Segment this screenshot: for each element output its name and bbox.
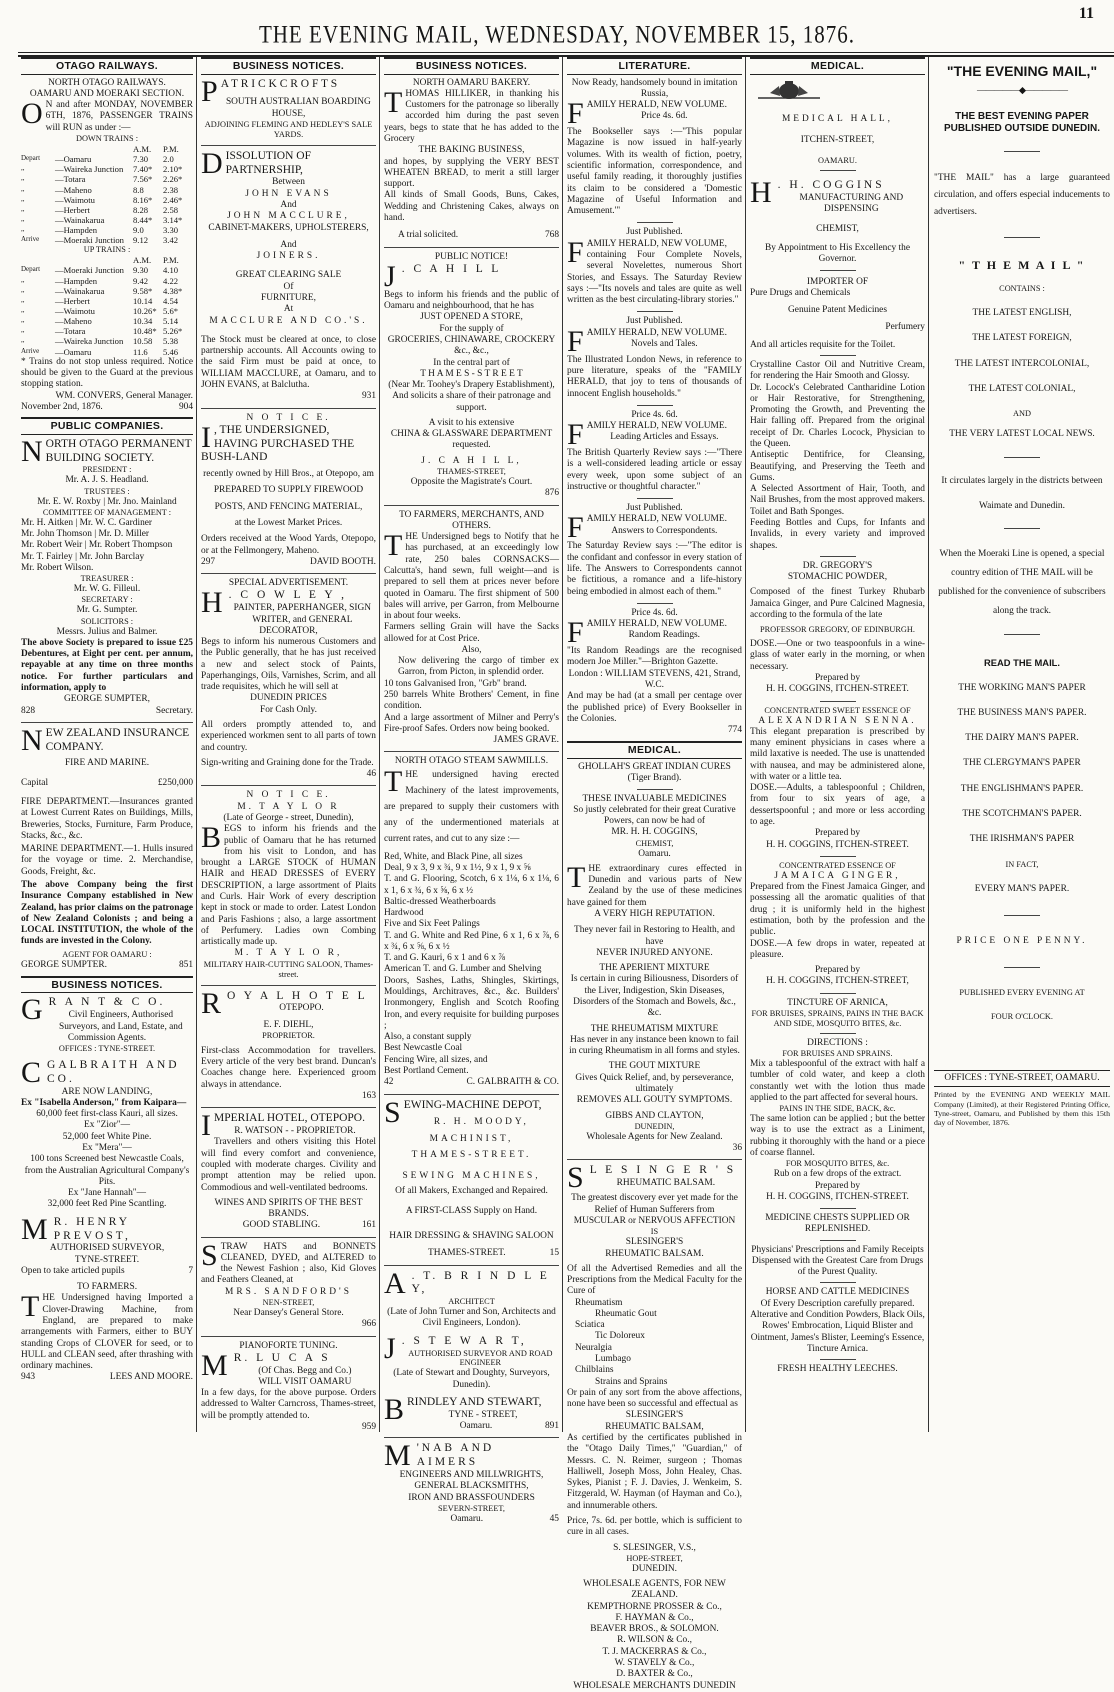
section-heading: BUSINESS NOTICES. (384, 57, 559, 75)
timber-item: Fencing Wire, all sizes, and (384, 1054, 488, 1065)
down-timetable-rows (21, 154, 193, 245)
timber-list (384, 852, 559, 1078)
timetable-arr: ,, (21, 275, 25, 284)
ginger-ad: CONCENTRATED ESSENCE OF JAMAICA GINGER, Prepared from the Finest Jamaica Ginger, and possessing all the aromatic qualities of that drug ; it is uniformly held in the highest estimation, both by the profession and the public. DOSE.—A few drops in water, repeated at pleasure. Prepared by H. H. COGGINS, ITCHEN-STREET, (750, 860, 925, 987)
paper-type: THE IRISHMAN'S PAPER (969, 834, 1075, 845)
senna-ad: CONCENTRATED SWEET ESSENCE OF ALEXANDRIAN SENNA. This elegant preparation is prescribed by many eminent physicians in cases where a mild laxative is needed. The use is unattended with nausea, and may be administered alone, with water or a little tea. DOSE.—Adults, a tablespoonful ; Children, from four to six years of age, a dessertspoonful ; and more or less according to age. Prepared by H. H. COGGINS, ITCHEN-STREET. (750, 705, 925, 850)
straw-hats-ad: STRAW HATS and BONNETS CLEANED, DYED, and ALTERED to the Newest Fashion ; also, Kid Gloves and Feathers Cleaned, at MRS. SANDFORD'S NEN-STREET, Near Dansey's General Store. 966 (201, 1238, 376, 1330)
timber-item: Five and Six Feet Palings (384, 919, 480, 930)
family-herald-ad-5: Just Published. FAMILY HERALD, NEW VOLUME. Answers to Correspondents. The Saturday Review says :—"The editor is the confidant and confessor in every station of life. The Answers to Correspondents cannot be fictitious, a romance and a life-history being embodied in almost each of them." (567, 503, 742, 597)
timetable-am: 8.28 (133, 204, 149, 215)
insurance-ad: NEW ZEALAND INSURANCE COMPANY. FIRE AND MARINE. Capital £250,000 FIRE DEPARTMENT.—Insurances granted at Lowest Current Rates on Buildings, Mills, Breweries, Stocks, Furniture, Farm Produce, Stacks, &c., &c. MARINE DEPARTMENT.—1. Hulls insured for the voyage or time. 2. Merchandise, Goods, Freight, &c. The above Company being the first Insurance Company established in New Zealand, has prior claims on the patronage of New Zealand Colonists ; and being a LOCAL INSTITUTION, the whole of the funds are invested in the Colony. AGENT FOR OAMARU : GEORGE SUMPTER. 851 (21, 723, 193, 970)
bakery-ad: NORTH OAMARU BAKERY. THOMAS HILLIKER, in thanking his Customers for the patronage so liberally accorded him during the past seven years, begs to state that he has added to the Grocery THE BAKING BUSINESS, and hopes, by supplying the VERY BEST WHEATEN BREAD, to merit a still larger support. All kinds of Small Goods, Buns, Cakes, Wedding and Christening Cakes, always on hand. A trial solicited. 768 (384, 77, 559, 241)
timetable-arr: ,, (21, 174, 25, 183)
paper-type: THE BUSINESS MAN'S PAPER. (957, 707, 1087, 718)
timetable-station: —Oamaru (55, 346, 92, 357)
timetable-am: 9.30 (133, 265, 149, 276)
paper-types-list (934, 683, 1110, 846)
piano-tuning-ad: PIANOFORTE TUNING. M R. L U C A S (Of Chas. Begg and Co.) WILL VISIT OAMARU In a few days, for the above purpose. Orders addressed to Walter Carncross, Thames-street, will be promptly attended to. 959 (201, 1340, 376, 1433)
timber-item: Hardwood (384, 908, 424, 919)
timber-item: American T. and G. Lumber and Shelving (384, 964, 542, 975)
timber-item: Also, a constant supply (384, 1032, 472, 1043)
masthead-title: THE EVENING MAIL, WEDNESDAY, NOVEMBER 15, 1876. (258, 19, 856, 49)
offices-line: OFFICES : TYNE-STREET, OAMARU. (934, 1070, 1110, 1087)
column-rule (379, 57, 380, 1432)
timetable-pm: 2.46* (163, 194, 183, 205)
section-heading: LITERATURE. (567, 57, 742, 75)
committee-member: Mr. John Thomson | Mr. D. Miller (21, 529, 150, 540)
timetable-pm: 4.10 (163, 265, 179, 276)
timber-item: T. and G. Kauri, 6 x 1 and 6 x ⅞ (384, 953, 506, 964)
timetable-pm: 2.26* (163, 174, 183, 185)
timetable-station: —Wainakarua (55, 285, 105, 296)
railway-section: OAMARU AND MOERAKI SECTION. (29, 88, 185, 99)
timetable-am: 9.12 (133, 235, 149, 246)
timetable-am: 9.42 (133, 275, 149, 286)
family-herald-ad-2: Just Published. FAMILY HERALD, NEW VOLUME, containing Four Complete Novels, several Novelettes, numerous Short Stories, and Essays. The Saturday Review says :—"Its novels and tales are quite as well written as the best circulating-library stories." (567, 227, 742, 306)
up-timetable-rows (21, 265, 193, 356)
column-3 (381, 57, 562, 1524)
prevost-ad: M R. HENRY PREVOST, AUTHORISED SURVEYOR, TYNE-STREET. Open to take articled pupils 7 (21, 1212, 193, 1276)
paper-type: THE SCOTCHMAN'S PAPER. (962, 809, 1082, 820)
timetable-station: —Waimotu (55, 194, 95, 205)
timetable-pm: 2.10* (163, 164, 183, 175)
timetable-station: —Herbert (55, 295, 90, 306)
railway-notice: N and after MONDAY, NOVEMBER 6TH, 1876, PASSENGER TRAINS will RUN as under :— (45, 100, 193, 133)
timetable-arr: Arrive (21, 235, 40, 244)
column-2 (198, 57, 379, 1434)
column-rule (196, 57, 197, 1432)
timber-item: Best Portland Cement. (384, 1066, 469, 1076)
railway-title: NORTH OTAGO RAILWAYS. (48, 77, 166, 88)
masthead-rule (18, 52, 1114, 53)
ailment-item: Tic Doloreux (595, 1331, 645, 1342)
agent-item: D. BAXTER & Co., (616, 1669, 693, 1680)
brindley-stewart-ad: BRINDLEY AND STEWART, TYNE - STREET, Oamaru. 891 (384, 1392, 559, 1432)
dissolution-ad: DISSOLUTION OF PARTNERSHIP, Between JOHN EVANS And JOHN MACCLURE, CABINET-MAKERS, UPHOLSTERERS, And JOINERS. GREAT CLEARING SALE Of FURNITURE, At MACCLURE AND CO.'S. The Stock must be cleared at once, to close partnership accounts. All Accounts owing to the said Firm must be paid at once, to WILLIAM MACCLURE, at Oamaru, and to JOHN EVANS, at Balclutha. 931 (201, 146, 376, 402)
cowley-ad: SPECIAL ADVERTISEMENT. H . C O W L E Y , PAINTER, PAPERHANGER, SIGN WRITER, and GENERAL DECORATOR, Begs to inform his numerous Customers and the Public generally, that he has just received a new and select stock of Paints, Paperhangings, Oils, Varnishes, Scrim, and all trade requisites, which he will sell at DUNEDIN PRICES For Cash Only. All orders promptly attended to, and experienced workmen sent to all parts of town and country. Sign-writing and Graining done for the Trade. 46 (201, 578, 376, 780)
galbraith-ad: CGALBRAITH AND CO. ARE NOW LANDING, Ex "Isabella Anderson," from Kaipara— 60,000 feet first-class Kauri, all sizes. Ex "Zior"— 52,000 feet White Pine. Ex "Mera"— 100 tons Screened best Newcastle Coals, from the Australian Agricultural Company's Pits. Ex "Jane Hannah"— 32,000 feet Red Pine Scantling. (21, 1056, 190, 1210)
timetable-am: 8.44* (133, 214, 153, 225)
agent-item: KEMPTHORNE PROSSER & Co., (587, 1601, 722, 1612)
timetable-pm: 2.38 (163, 184, 179, 195)
pm-header: P.M. (163, 143, 179, 154)
timetable-pm: 5.38 (163, 336, 179, 347)
timetable-am: 11.6 (133, 346, 148, 357)
down-trains-heading: DOWN TRAINS : (75, 134, 139, 143)
timetable-pm: 3.42 (163, 235, 179, 246)
column-rule (928, 57, 929, 1432)
paper-type: THE CLERGYMAN'S PAPER (963, 758, 1081, 769)
column-4: LITERATURE. Now Ready, handsomely bound in imitation Russia, FAMILY HERALD, NEW VOLUME. Price 4s. 6d. The Bookseller says :—"This popular Magazine is now issued in half-yearly volumes. With its wealth of fiction, poetry, scientific information, correspondence, and useful family reading, it thoroughly justifies its claim to be considered a 'Domestic Magazine of Useful Information and Amusement.'" Just Published. FAMILY HERALD, NEW VOLUME, containing Four Complete Novels, several Novelettes, numerous Short Stories, and Essays. The Saturday Review says :—"Its novels and tales are quite as well written as the best circulating-library stories." Just Published. FAMILY HERALD, NEW VOLUME. Novels and Tales. The Illustrated London News, in reference to pure literature, speaks of the "FAMILY HERALD, that joy to tens of thousands of innocent English households." Price 4s. 6d. FAMILY HERALD, NEW VOLUME. Leading Articles and Essays. The British Quarterly Review says :—"There is a well-considered leading article or essay every week, upon some subject of an instructive or thoughtful character." Just Published. FAMILY HERALD, NEW VOLUME. Answers to Correspondents. The Saturday Review says :—"The editor is the confidant and confessor in every station of life. The Answers to Correspondents cannot be fictitious, a romance and a life-history being embodied in almost each of them." Price 4s. 6d. FAMILY HERALD, NEW VOLUME. Random Readings. "Its Random Readings are the recognised modern Joe Miller."—Brighton Gazette. London : WILLIAM STEVENS, 421, Strand, W.C. And may be had (at a small per centage over the published price) of Every Bookseller in the Colonies. 774 MEDICAL. GHOLLAH'S GREAT INDIAN CURES (Tiger Brand). THESE INVALUABLE MEDICINES So justly celebrated for their great Curative Powers, can now be had of MR. H. H. COGGINS, CHEMIST, Oamaru. THE extraordinary cures effected in Dunedin and various parts of New Zealand by the use of these medicines have gained for them A VERY HIGH REPUTATION. They never fail in Restoring to Health, and have NEVER INJURED ANYONE. THE APERIENT MIXTURE Is certain in curing Biliousness, Disorders of the Liver, Indigestion, Skin Diseases, Disorders of the Stomach and Bowels, &c., &c. THE RHEUMATISM MIXTURE Has never in any instance been known to fail in curing Rheumatism in all forms and styles. THE GOUT MIXTURE Gives Quick Relief, and, by perseverance, ultimately REMOVES ALL GOUTY SYMPTOMS. GIBBS AND CLAYTON, DUNEDIN, Wholesale Agents for New Zealand. 36 S L E S I N G E R ' S RHEUMATIC BALSAM. The greatest discovery ever yet made for the Relief of Human Sufferers from MUSCULAR or NERVOUS AFFECTION IS SLESINGER'S RHEUMATIC BALSAM. Of all the Advertised Remedies and all the Prescriptions from the Medical Faculty for the Cure of Rheumatism Rheumatic Gout Sciatica Tic Doloreux Neuralgia Lumbago Chilblains Strains and Sprains Or pain of any sort from the above affections, none have been so successful and effectual as SLESINGER'S RHEUMATIC BALSAM, As certified by the certificates published in the "Otago Daily Times," "Guardian," of Messrs. C. N. Reimer, surgeon ; Thomas Halliwell, Joseph Moss, John Healey, Chas. Sykes, Pianist ; F. J. Davies, J. Wenkeim, S. Fitzgerald, W. Hayman (of Hayman and Co.), and innumerable others. Price, 7s. 6d. per bottle, which is sufficient to cure in all cases. S. SLESINGER, V.S., HOPE-STREET, DUNEDIN. WHOLESALE AGENTS, FOR NEW ZEALAND. KEMPTHORNE PROSSER & Co., F. HAYMAN & Co., BEAVER BROS., & SOLOMON. R. WILSON & Co., T. J. MACKERRAS & Co., W. STAVELY & Co., D. BAXTER & Co., WHOLESALE MERCHANTS DUNEDIN (564, 57, 745, 1434)
committee-member: Mr. Robert Wilson. (21, 562, 94, 573)
farmers-ad: TO FARMERS. THE Undersigned having Imported a Clover-Drawing Machine, from England, are prepared to make arrangements with Farmers, either to BUY standing Crops of CLOVER for seed, or to HULL and CLEAN seed, after thrashing with ordinary machines. 943 LEES AND MOORE. (21, 1282, 193, 1383)
ailment-item: Rheumatism (575, 1297, 623, 1308)
column-5: MEDICAL. MEDICAL HALL, ITCHEN-STREET, OAMARU. H . H. COGGINS MANUFACTURING AND DISPENSING CHEMIST, By Appointment to His Excellency the Governor. IMPORTER OF Pure Drugs and Chemicals Genuine Patent Medicines Perfumery And all articles requisite for the Toilet. Crystalline Castor Oil and Nutritive Cream, for rendering the Hair Smooth and Glossy. Dr. Locock's Celebrated Cantharidine Lotion or Hair Restorative, for Strengthening, Promoting the Growth, and Preventing the Hair falling off. Prepared from the original receipt of Dr. Charles Locock, Physician to the Queen. Antiseptic Dentifrice, for Cleansing, Beautifying, and Preserving the Teeth and Gums. A Selected Assortment of Hair, Tooth, and Nail Brushes, from the most approved makers. Toilet and Bath Sponges. Feeding Bottles and Cups, for Infants and Invalids, in every variety and improved shapes. DR. GREGORY'S STOMACHIC POWDER, Composed of the finest Turkey Rhubarb Jamaica Ginger, and Pure Calcined Magnesia, according to the formula of the late PROFESSOR GREGORY, OF EDINBURGH. DOSE.—One or two teaspoonfuls in a wine-glass of water early in the morning, or when necessary. Prepared by H. H. COGGINS, ITCHEN-STREET. CONCENTRATED SWEET ESSENCE OF ALEXANDRIAN SENNA. This elegant preparation is prescribed by many eminent physicians in cases where a mild laxative is needed. The use is unattended with nausea, and may be administered alone, with water or a little tea. DOSE.—Adults, a tablespoonful ; Children, from four to six years of age, a dessertspoonful ; and more or less according to age. Prepared by H. H. COGGINS, ITCHEN-STREET. CONCENTRATED ESSENCE OF JAMAICA GINGER, Prepared from the Finest Jamaica Ginger, and possessing all the aromatic qualities of that drug ; it is uniformly held in the highest estimation, both by the profession and the public. DOSE.—A few drops in water, repeated at pleasure. Prepared by H. H. COGGINS, ITCHEN-STREET, TINCTURE OF ARNICA, FOR BRUISES, SPRAINS, PAINS IN THE BACK AND SIDE, MOSQUITO BITES, &c. DIRECTIONS : FOR BRUISES AND SPRAINS. Mix a tablespoonful of the extract with half a tumbler of cold water, and keep a cloth constantly wet with the lotion thus made applied to the part affected for several hours. PAINS IN THE SIDE, BACK, &c. The same lotion can be applied ; but the better way is to use the extract as a Liniment, rubbing it thoroughly with the hand or a piece of coarse flannel. FOR MOSQUITO BITES, &c. Rub on a few drops of the extract. Prepared by H. H. COGGINS, ITCHEN-STREET. MEDICINE CHESTS SUPPLIED OR REPLENISHED. Physicians' Prescriptions and Family Receipts Dispensed with the Greatest Care from Drugs of the Purest Quality. HORSE AND CATTLE MEDICINES Of Every Description carefully prepared. Alterative and Condition Powders, Black Oils, Rowes' Embrocation, Liquid Blister and Ointment, James's Blister, Leeming's Essence, Tincture Arnica. FRESH HEALTHY LEECHES. (747, 57, 928, 1434)
timetable-arr: ,, (21, 336, 25, 345)
agent-item: T. J. MACKERRAS & Co., (602, 1646, 707, 1657)
royal-hotel-ad: R O Y A L H O T E L OTEPOPO. E. F. DIEHL, PROPRIETOR. First-class Accommodation for travellers. Every article of the very best brand. Duncan's Coaches change here. Experienced groom always in attendance. 163 (201, 986, 376, 1102)
timetable-station: —Herbert (55, 204, 90, 215)
family-herald-ad-6: Price 4s. 6d. FAMILY HERALD, NEW VOLUME. Random Readings. "Its Random Readings are the recognised modern Joe Miller."—Brighton Gazette. London : WILLIAM STEVENS, 421, Strand, W.C. And may be had (at a small per centage over the published price) of Every Bookseller in the Colonies. 774 (567, 607, 742, 736)
ornament: ―――――◆――――― (977, 85, 1067, 96)
timetable-pm: 2.58 (163, 204, 179, 215)
family-herald-ad-4: Price 4s. 6d. FAMILY HERALD, NEW VOLUME. Leading Articles and Essays. The British Quarterly Review says :—"There is a well-considered leading article or essay every week, upon some subject of an instructive or thoughtful character." (567, 409, 742, 492)
agent-item: F. HAYMAN & Co., (615, 1612, 694, 1623)
timetable-am: 10.14 (133, 295, 153, 306)
paper-type: THE ENGLISHMAN'S PAPER. (960, 783, 1084, 794)
timetable-pm: 2.0 (163, 154, 174, 165)
timetable-station: —Wainakarua (55, 214, 105, 225)
timetable-pm: 5.26* (163, 326, 183, 337)
page-number: 11 (1078, 5, 1094, 22)
section-heading: OTAGO RAILWAYS. (21, 57, 193, 75)
timetable-station: —Waireka Junction (55, 164, 124, 175)
timetable-station: —Waireka Junction (55, 336, 124, 347)
column-rule (745, 57, 746, 1432)
ailment-item: Strains and Sprains (595, 1376, 668, 1387)
timetable-station: —Waimotu (55, 306, 95, 317)
timber-item: Doors, Sashes, Laths, Shingles, Skirtings, Mouldings, Architraves, &c., &c. Builders' Ironmongery, English and Scotch Roofing Iron, and every requisite for building purposes ; (384, 975, 559, 1031)
timetable-arr: ,, (21, 316, 25, 325)
gregory-powder-ad: DR. GREGORY'S STOMACHIC POWDER, Composed of the finest Turkey Rhubarb Jamaica Ginger, and Pure Calcined Magnesia, according to the formula of the late PROFESSOR GREGORY, OF EDINBURGH. DOSE.—One or two teaspoonfuls in a wine-glass of water early in the morning, or when necessary. Prepared by H. H. COGGINS, ITCHEN-STREET. (750, 560, 925, 695)
ailment-list (567, 1298, 742, 1388)
timetable-am: 10.34 (133, 316, 153, 327)
am-header: A.M. (133, 143, 152, 154)
arnica-ad: TINCTURE OF ARNICA, FOR BRUISES, SPRAINS, PAINS IN THE BACK AND SIDE, MOSQUITO BITES, &c. DIRECTIONS : FOR BRUISES AND SPRAINS. Mix a tablespoonful of the extract with half a tumbler of cold water, and keep a cloth constantly wet with the lotion thus made applied to the part affected for several hours. PAINS IN THE SIDE, BACK, &c. The same lotion can be applied ; but the better way is to use the extract as a Liniment, rubbing it thoroughly with the hand or a piece of coarse flannel. FOR MOSQUITO BITES, &c. Rub on a few drops of the extract. Prepared by H. H. COGGINS, ITCHEN-STREET. (750, 997, 925, 1202)
timetable-pm: 5.6* (163, 306, 179, 317)
timber-item: T. and G. Flooring, Scotch, 6 x 1⅛, 6 x 1⅛, 6 x 1, 6 x ¾, 6 x ⅝, 6 x ½ (384, 874, 559, 896)
moody-ad: SEWING-MACHINE DEPOT, R. H. MOODY, MACHINIST, THAMES-STREET. SEWING MACHINES, Of all Makers, Exchanged and Repaired. A FIRST-CLASS Supply on Hand. HAIR DRESSING & SHAVING SALOON THAMES-STREET. 15 (384, 1095, 559, 1259)
committee-list (21, 518, 193, 574)
section-heading: PUBLIC COMPANIES. (21, 417, 193, 435)
timetable-am: 7.40* (133, 164, 153, 175)
agents-list (567, 1602, 742, 1681)
sawmills-ad: NORTH OTAGO STEAM SAWMILLS. THE undersigned having erected Machinery of the latest improvements, are prepared to supply their customers with any of the undermentioned materials at current rates, and cut to any size :— Red, White, and Black Pine, all sizes Deal, 9 x 3, 9 x ¾, 9 x 1½, 9 x 1, 9 x ⅝ T. and G. Flooring, Scotch, 6 x 1⅛, 6 x 1⅛, 6 x 1, 6 x ¾, 6 x ⅝, 6 x ½ Baltic-dressed Weatherboards Hardwood Five and Six Feet Palings T. and G. White and Red Pine, 6 x 1, 6 x ⅞, 6 x ¾, 6 x ⅝, 6 x ½ T. and G. Kauri, 6 x 1 and 6 x ⅞ American T. and G. Lumber and Shelving Doors, Sashes, Laths, Shingles, Skirtings, Mouldings, Architraves, &c., &c. Builders' Ironmongery, English and Scotch Roofing Iron, and every requisite for building purposes ; Also, a constant supply Best Newcastle Coal Fencing Wire, all sizes, and Best Portland Cement. 42 C. GALBRAITH & CO. (384, 756, 559, 1088)
timetable-arr: Depart (21, 154, 41, 163)
timetable-am: 10.48* (133, 326, 157, 337)
timetable-arr: ,, (21, 184, 25, 193)
timetable-pm: 4.22 (163, 275, 179, 286)
timetable-arr: ,, (21, 225, 25, 234)
agent-item: W. STAVELY & Co., (614, 1658, 695, 1669)
timber-item: Red, White, and Black Pine, all sizes (384, 851, 523, 862)
timetable-station: —Maheno (55, 316, 92, 327)
timetable-am: 9.0 (133, 225, 144, 236)
timetable-am: 7.56* (133, 174, 153, 185)
timetable-am: 10.26* (133, 306, 157, 317)
royal-crest-icon (750, 80, 828, 100)
timetable-am: 7.30 (133, 154, 149, 165)
column-1: OTAGO RAILWAYS. NORTH OTAGO RAILWAYS. OAMARU AND MOERAKI SECTION. O N and after MONDAY, NOVEMBER 6TH, 1876, PASSENGER TRAINS will RUN as under :— DOWN TRAINS : A.M. P.M. Depart —Oamaru 7.30 2.0 ,, —Waireka Junction 7.40* 2.10* ,, —Totara 7.56* 2.26* ,, —Maheno 8.8 2.38 ,, —Waimotu 8.16* 2.46* ,, —Herbert 8.28 2.58 ,, —Wainakarua 8.44* 3.14* ,, —Hampden 9.0 3.30 Arrive —Moeraki Junction 9.12 3.42 UP TRAINS : A.M. P.M. Depart —Moeraki Junction 9.30 4.10 ,, —Hampden 9.42 4.22 ,, —Wainakarua 9.58* 4.38* ,, —Herbert 10.14 4.54 ,, —Waimotu 10.26* 5.6* ,, —Maheno 10.34 5.14 ,, —Totara 10.48* 5.26* ,, —Waireka Junction 10.58 5.38 Arrive —Oamaru 11.6 5.46 * Trains do not stop unless required. Notice should be given to the Guard at the previous stopping station. WM. CONVERS, General Manager. November 2nd, 1876. 904 PUBLIC COMPANIES. NORTH OTAGO PERMANENT BUILDING SOCIETY. PRESIDENT : Mr. A. J. S. Headland. TRUSTEES : Mr. E. W. Roxby | Mr. Jno. Mainland COMMITTEE OF MANAGEMENT : Mr. H. Aitken | Mr. W. C. Gardiner Mr. John Thomson | Mr. D. Miller Mr. Robert Weir | Mr. Robert Thompson Mr. T. Fairley | Mr. John Barclay Mr. Robert Wilson. TREASURER : Mr. W. G. Filleul. SECRETARY : Mr. G. Sumpter. SOLICITORS : Messrs. Julius and Balmer. The above Society is prepared to issue £25 Debentures, at Eight per cent. per annum, repayable at any time on three months notice. For further particulars and information, apply to GEORGE SUMPTER, 828 Secretary. NEW ZEALAND INSURANCE COMPANY. FIRE AND MARINE. Capital £250,000 FIRE DEPARTMENT.—Insurances granted at Lowest Current Rates on Buildings, Mills, Breweries, Stocks, Furniture, Farm Produce, Stacks, &c., &c. MARINE DEPARTMENT.—1. Hulls insured for the voyage or time. 2. Merchandise, Goods, Freight, &c. The above Company being the first Insurance Company established in New Zealand, has prior claims on the patronage of New Zealand Colonists ; and being a LOCAL INSTITUTION, the whole of the funds are invested in the Colony. AGENT FOR OAMARU : GEORGE SUMPTER. 851 BUSINESS NOTICES. G R A N T & C O. Civil Engineers, Authorised Surveyors, and Land, Estate, and Commission Agents. OFFICES : TYNE-STREET. CGALBRAITH AND CO. ARE NOW LANDING, Ex "Isabella Anderson," from Kaipara— 60,000 feet first-class Kauri, all sizes. Ex "Zior"— 52,000 feet White Pine. Ex "Mera"— 100 tons Screened best Newcastle Coals, from the Australian Agricultural Company's Pits. Ex "Jane Hannah"— 32,000 feet Red Pine Scantling. M R. HENRY PREVOST, AUTHORISED SURVEYOR, TYNE-STREET. Open to take articled pupils 7 TO FARMERS. THE Undersigned having Imported a Clover-Drawing Machine, from England, are prepared to make arrangements with Farmers, either to BUY standing Crops of CLOVER for seed, or to HULL and CLEAN seed, after thrashing with ordinary machines. 943 LEES AND MOORE. (18, 57, 196, 1434)
timetable-arr: ,, (21, 194, 25, 203)
grant-ad: G R A N T & C O. Civil Engineers, Authorised Surveyors, and Land, Estate, and Commission Agents. OFFICES : TYNE-STREET. (21, 993, 183, 1054)
mcnab-ad: M 'NAB AND AIMERS ENGINEERS AND MILLWRIGHTS, GENERAL BLACKSMITHS, IRON AND BRASSFOUNDERS SEVERN-STREET, Oamaru. 45 (384, 1439, 559, 1524)
crofts-ad: P A T R I C K C R O F T S SOUTH AUSTRALIAN BOARDING HOUSE, ADJOINING FLEMING AND HEDLEY'S SALE YARDS. (201, 74, 373, 139)
up-trains-heading: UP TRAINS : (83, 245, 131, 255)
timetable-pm: 5.46 (163, 346, 179, 357)
timetable-arr: ,, (21, 295, 25, 304)
imperial-hotel-ad: IMPERIAL HOTEL, OTEPOPO. R. WATSON - - PROPRIETOR. Travellers and others visiting this Hotel will find every comfort and convenience, coupled with moderate charges. Civility and prompt attention may be relied upon. Commodious and well-ventilated bedrooms. WINES AND SPIRITS OF THE BEST BRANDS. GOOD STABLING. 161 (201, 1109, 376, 1231)
timetable-am: 8.16* (133, 194, 153, 205)
section-heading: MEDICAL. (567, 741, 742, 759)
timetable-station: —Moeraki Junction (55, 265, 124, 276)
taylor-ad: N O T I C E. M. T A Y L O R (Late of George - street, Dunedin), BEGS to inform his friends and the public of Oamaru that he has returned from his visit to London, and has brought a LARGE STOCK of HUMAN HAIR and HEAD DRESSES of EVERY DESCRIPTION, a large assortment of Plaits and Curls. Hair Work of every description kept in stock or made to order. Latest London and Paris Fashions ; also, a large assortment of Perfumery. Ladies own Combing artistically made up. M. T A Y L O R, MILITARY HAIR-CUTTING SALOON, Thames-street. (201, 790, 376, 979)
slesinger-ad: S L E S I N G E R ' S RHEUMATIC BALSAM. The greatest discovery ever yet made for the Relief of Human Sufferers from MUSCULAR or NERVOUS AFFECTION IS SLESINGER'S RHEUMATIC BALSAM. Of all the Advertised Remedies and all the Prescriptions from the Medical Faculty for the Cure of Rheumatism Rheumatic Gout Sciatica Tic Doloreux Neuralgia Lumbago Chilblains Strains and Sprains Or pain of any sort from the above affections, none have been so successful and effectual as SLESINGER'S RHEUMATIC BALSAM, As certified by the certificates published in the "Otago Daily Times," "Guardian," of Messrs. C. N. Reimer, surgeon ; Thomas Halliwell, Joseph Moss, John Healey, Chas. Sykes, Pianist ; F. J. Davies, J. Wenkeim, S. Fitzgerald, W. Hayman (of Hayman and Co.), and innumerable others. Price, 7s. 6d. per bottle, which is sufficient to cure in all cases. S. SLESINGER, V.S., HOPE-STREET, DUNEDIN. WHOLESALE AGENTS, FOR NEW ZEALAND. KEMPTHORNE PROSSER & Co., F. HAYMAN & Co., BEAVER BROS., & SOLOMON. R. WILSON & Co., T. J. MACKERRAS & Co., W. STAVELY & Co., D. BAXTER & Co., WHOLESALE MERCHANTS DUNEDIN (567, 1161, 742, 1691)
timber-item: Deal, 9 x 3, 9 x ¾, 9 x 1½, 9 x 1, 9 x ⅝ (384, 862, 531, 873)
building-society-ad: NORTH OTAGO PERMANENT BUILDING SOCIETY. PRESIDENT : Mr. A. J. S. Headland. TRUSTEES : Mr. E. W. Roxby | Mr. Jno. Mainland COMMITTEE OF MANAGEMENT : Mr. H. Aitken | Mr. W. C. Gardiner Mr. John Thomson | Mr. D. Miller Mr. Robert Weir | Mr. Robert Thompson Mr. T. Fairley | Mr. John Barclay Mr. Robert Wilson. TREASURER : Mr. W. G. Filleul. SECRETARY : Mr. G. Sumpter. SOLICITORS : Messrs. Julius and Balmer. The above Society is prepared to issue £25 Debentures, at Eight per cent. per annum, repayable at any time on three months notice. For further particulars and information, apply to GEORGE SUMPTER, 828 Secretary. (21, 434, 193, 716)
paper-type: THE WORKING MAN'S PAPER (958, 682, 1086, 693)
timber-item: T. and G. White and Red Pine, 6 x 1, 6 x ⅞, 6 x ¾, 6 x ⅝, 6 x ½ (384, 930, 559, 952)
railway-signature: WM. CONVERS, General Manager. (55, 390, 193, 401)
committee-member: Mr. Robert Weir | Mr. Robert Thompson (21, 540, 173, 551)
ailment-item: Lumbago (595, 1354, 631, 1365)
ailment-item: Neuralgia (575, 1342, 612, 1353)
section-heading: MEDICAL. (750, 57, 925, 75)
imprint: Printed by the EVENING AND WEEKLY MAIL Company (Limited), at their Registered Printing Office, Tyne-street, Oamaru, and Published by them this 15th day of November, 1876. (934, 1090, 1110, 1128)
ailment-item: Chilblains (575, 1365, 614, 1376)
timetable-pm: 3.30 (163, 225, 179, 236)
cahill-ad: PUBLIC NOTICE! J . C A H I L L Begs to inform his friends and the public of Oamaru and neighbourhood, that he has JUST OPENED A STORE, For the supply of GROCERIES, CHINAWARE, CROCKERY &c., &c., In the central part of T H A M E S - S T R E E T (Near Mr. Toohey's Drapery Establishment), And solicits a share of their patronage and support. A visit to his extensive CHINA & GLASSWARE DEPARTMENT requested. J. C A H I L L, THAMES-STREET, Opposite the Magistrate's Court. 876 (384, 251, 559, 499)
timetable-pm: 4.38* (163, 285, 183, 296)
timetable-arr: ,, (21, 164, 25, 173)
family-herald-ad-3: Just Published. FAMILY HERALD, NEW VOLUME. Novels and Tales. The Illustrated London News, in reference to pure literature, speaks of the "FAMILY HERALD, that joy to tens of thousands of innocent English households." (567, 316, 742, 399)
timetable-arr: ,, (21, 326, 25, 335)
timetable-arr: ,, (21, 285, 25, 294)
column-rule (562, 57, 563, 1432)
section-heading: BUSINESS NOTICES. (21, 976, 193, 994)
timetable-am: 9.58* (133, 285, 153, 296)
ailment-item: Rheumatic Gout (595, 1308, 657, 1319)
column-6: "THE EVENING MAIL," ―――――◆――――― THE BEST EVENING PAPER PUBLISHED OUTSIDE DUNEDIN. "THE MAIL" has a large guaranteed circulation, and offers especial inducements to advertisers. " T H E M A I L " CONTAINS : THE LATEST ENGLISH, THE LATEST FOREIGN, THE LATEST INTERCOLONIAL, THE LATEST COLONIAL, AND THE VERY LATEST LOCAL NEWS. It circulates largely in the districts between Waimate and Dunedin. When the Moeraki Line is opened, a special country edition of THE MAIL will be published for the convenience of subscribers along the track. READ THE MAIL. THE WORKING MAN'S PAPER THE BUSINESS MAN'S PAPER. THE DAIRY MAN'S PAPER. THE CLERGYMAN'S PAPER THE ENGLISHMAN'S PAPER. THE SCOTCHMAN'S PAPER. THE IRISHMAN'S PAPER IN FACT, EVERY MAN'S PAPER. PRICE ONE PENNY. PUBLISHED EVERY EVENING AT FOUR O'CLOCK. OFFICES : TYNE-STREET, OAMARU. Printed by the EVENING AND WEEKLY MAIL Company (Limited), at their Registered Printing Office, Tyne-street, Oamaru, and Published by them this 15th day of November, 1876. (934, 63, 1110, 1128)
down-timetable (21, 144, 193, 154)
timetable-am: 8.8 (133, 184, 144, 195)
timetable-arr: Arrive (21, 346, 40, 355)
timetable-station: —Hampden (55, 275, 98, 286)
timetable-station: —Totara (55, 174, 86, 185)
timetable-arr: ,, (21, 204, 25, 213)
agent-item: R. WILSON & Co., (617, 1635, 692, 1646)
timetable-station: —Oamaru (55, 154, 92, 165)
timetable-station: —Hampden (55, 225, 98, 236)
timetable-pm: 4.54 (163, 295, 179, 306)
timetable-station: —Moeraki Junction (55, 235, 124, 246)
ailment-item: Sciatica (575, 1320, 605, 1331)
committee-member: Mr. H. Aitken | Mr. W. C. Gardiner (21, 517, 153, 528)
timetable-station: —Totara (55, 326, 86, 337)
paper-type: THE DAIRY MAN'S PAPER. (965, 733, 1079, 744)
section-heading: BUSINESS NOTICES. (201, 57, 376, 75)
timber-item: Best Newcastle Coal (384, 1043, 463, 1054)
timetable-arr: Depart (21, 265, 41, 274)
agent-item: BEAVER BROS., & SOLOMON. (590, 1624, 719, 1635)
timetable-pm: 3.14* (163, 214, 183, 225)
timber-item: Baltic-dressed Weatherboards (384, 896, 496, 907)
committee-member: Mr. T. Fairley | Mr. John Barclay (21, 551, 145, 562)
stewart-ad: J . S T E W A R T, AUTHORISED SURVEYOR AND ROAD ENGINEER (Late of Stewart and Doughty, Surveyors, Dunedin). (384, 1331, 553, 1390)
booth-notice: N O T I C E. I , THE UNDERSIGNED, HAVING PURCHASED THE BUSH-LAND recently owned by Hill Bros., at Otepopo, am PREPARED TO SUPPLY FIREWOOD POSTS, AND FENCING MATERIAL, at the Lowest Market Prices. Orders received at the Wood Yards, Otepopo, or at the Fellmongery, Maheno. 297 DAVID BOOTH. (201, 412, 376, 567)
paper-title: "THE EVENING MAIL," (946, 63, 1098, 79)
brindley-ad: A . T. B R I N D L E Y, ARCHITECT (Late of John Turner and Son, Architects and Civil Engineers, London). (384, 1266, 556, 1329)
timetable-am: 10.58 (133, 336, 153, 347)
grave-ad: TO FARMERS, MERCHANTS, AND OTHERS. THE Undersigned begs to Notify that he has purchased, at an exceedingly low rate, 250 bales CORNSACKS—Calcutta's, hand sewn, full weight—and is prepared to sell them at prices never before quoted in Oamaru. The first shipment of 500 bales will arrive, per Garron, from Melbourne in about four weeks. Farmers selling Grain will have the Sacks allowed for at Cost Price. Also, Now delivering the cargo of timber ex Garron, from Picton, in splendid order. 10 tons Galvanised Iron, "Grb" brand. 250 barrels White Brothers' Cement, in fine condition. And a large assortment of Milner and Perry's Fire-proof Safes. Orders now being booked. JAMES GRAVE. (384, 509, 559, 746)
railway-note: * Trains do not stop unless required. Notice should be given to the Guard at the previous stopping station. (21, 356, 193, 390)
ghollah-ad: GHOLLAH'S GREAT INDIAN CURES (Tiger Brand). THESE INVALUABLE MEDICINES So justly celebrated for their great Curative Powers, can now be had of MR. H. H. COGGINS, CHEMIST, Oamaru. THE extraordinary cures effected in Dunedin and various parts of New Zealand by the use of these medicines have gained for them A VERY HIGH REPUTATION. They never fail in Restoring to Health, and have NEVER INJURED ANYONE. THE APERIENT MIXTURE Is certain in curing Biliousness, Disorders of the Liver, Indigestion, Skin Diseases, Disorders of the Stomach and Bowels, &c., &c. THE RHEUMATISM MIXTURE Has never in any instance been known to fail in curing Rheumatism in all forms and styles. THE GOUT MIXTURE Gives Quick Relief, and, by perseverance, ultimately REMOVES ALL GOUTY SYMPTOMS. GIBBS AND CLAYTON, DUNEDIN, Wholesale Agents for New Zealand. 36 (567, 762, 742, 1154)
up-timetable: A.M. P.M. (133, 255, 179, 266)
family-herald-ad-1: FAMILY HERALD, NEW VOLUME. Price 4s. 6d. The Bookseller says :—"This popular Magazine is now issued in half-yearly volumes. With its wealth of fiction, poetry, scientific information, correspondence, and useful family reading, it thoroughly justifies its claim to be considered a 'Domestic Magazine of Useful Information and Amusement.'" (567, 97, 742, 217)
timetable-arr: ,, (21, 214, 25, 223)
timetable-station: —Maheno (55, 184, 92, 195)
timetable-pm: 5.14 (163, 316, 179, 327)
timetable-arr: ,, (21, 306, 25, 315)
